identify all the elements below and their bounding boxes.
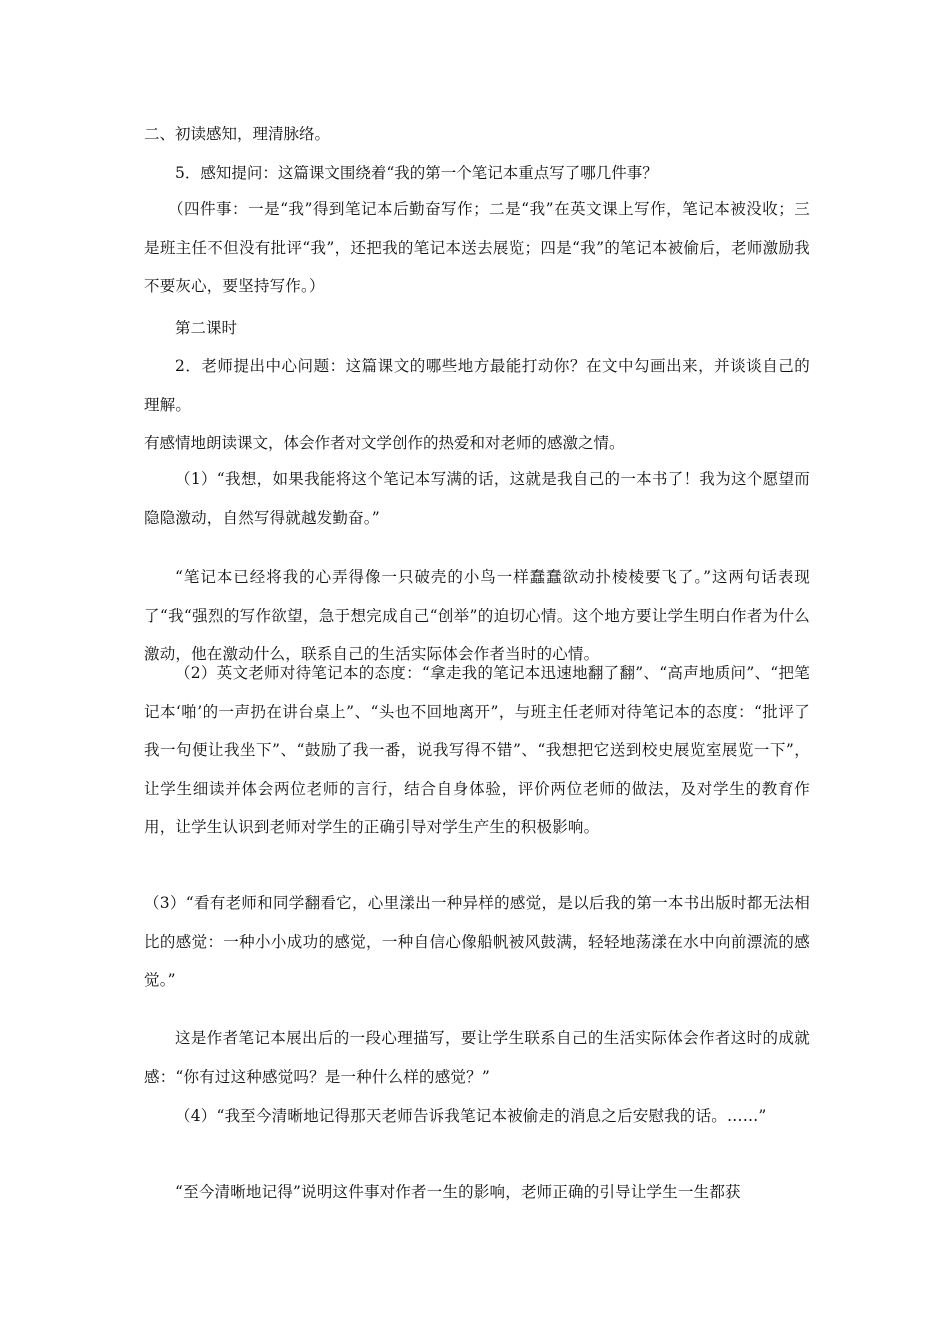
question-5: 5．感知提问：这篇课文围绕着“我的第一个笔记本重点写了哪几件事？ xyxy=(175,164,658,182)
analysis-1: “笔记本已经将我的心弄得像一只破壳的小鸟一样蠢蠢欲动扑棱棱要飞了。”这两句话表现了“我“强烈的写作欲望，急于想完成自己“创举”的迫切心情。这个地方要让学生明白作者为什么激动，他在激动什么，联系自己的生活实际体会作者当时的心情。 xyxy=(144,568,810,663)
section-heading: 二、初读感知，理清脉络。 xyxy=(144,125,331,143)
quote-3: （3）“看有老师和同学翻看它，心里漾出一种异样的感觉，是以后我的第一本书出版时都无法相比的感觉：一种小小成功的感觉，一种自信心像船帆被风鼓满，轻轻地荡漾在水中向前漂流的感觉。” xyxy=(144,894,810,989)
lesson-heading-second: 第二课时 xyxy=(175,319,238,337)
analysis-2: （2）英文老师对待笔记本的态度：“拿走我的笔记本迅速地翻了翻”、“高声地质问”、“把笔记本‘啪’的一声扔在讲台桌上”、“头也不回地离开”，与班主任老师对待笔记本的态度：“批评了我一句便让我坐下”、“鼓励了我一番，说我写得不错”、“我想把它送到校史展览室展览一下”，让学生细读并体会两位老师的言行，结合自身体验，评价两位老师的做法，及对学生的教育作用，让学生认识到老师对学生的正确引导对学生产生的积极影响。 xyxy=(144,664,810,836)
reading-instruction: 有感情地朗读课文，体会作者对文学创作的热爱和对老师的感激之情。 xyxy=(144,434,625,452)
quote-4: （4）“我至今清晰地记得那天老师告诉我笔记本被偷走的消息之后安慰我的话。……” xyxy=(175,1107,767,1125)
analysis-4: “至今清晰地记得”说明这件事对作者一生的影响，老师正确的引导让学生一生都获 xyxy=(175,1183,741,1201)
answer-four-events: （四件事：一是“我”得到笔记本后勤奋写作；二是“我”在英文课上写作，笔记本被没收；三是班主任不但没有批评“我”，还把我的笔记本送去展览；四是“我”的笔记本被偷后，老师激励我不要灰心，要坚持写作。） xyxy=(144,200,810,295)
quote-1: （1）“我想，如果我能将这个笔记本写满的话，这就是我自己的一本书了！我为这个愿望而隐隐激动，自然写得就越发勤奋。” xyxy=(144,470,810,527)
central-question: 2．老师提出中心问题：这篇课文的哪些地方最能打动你？在文中勾画出来，并谈谈自己的理解。 xyxy=(144,357,810,414)
analysis-3: 这是作者笔记本展出后的一段心理描写，要让学生联系自己的生活实际体会作者这时的成就感：“你有过这种感觉吗？是一种什么样的感觉？” xyxy=(144,1029,810,1086)
